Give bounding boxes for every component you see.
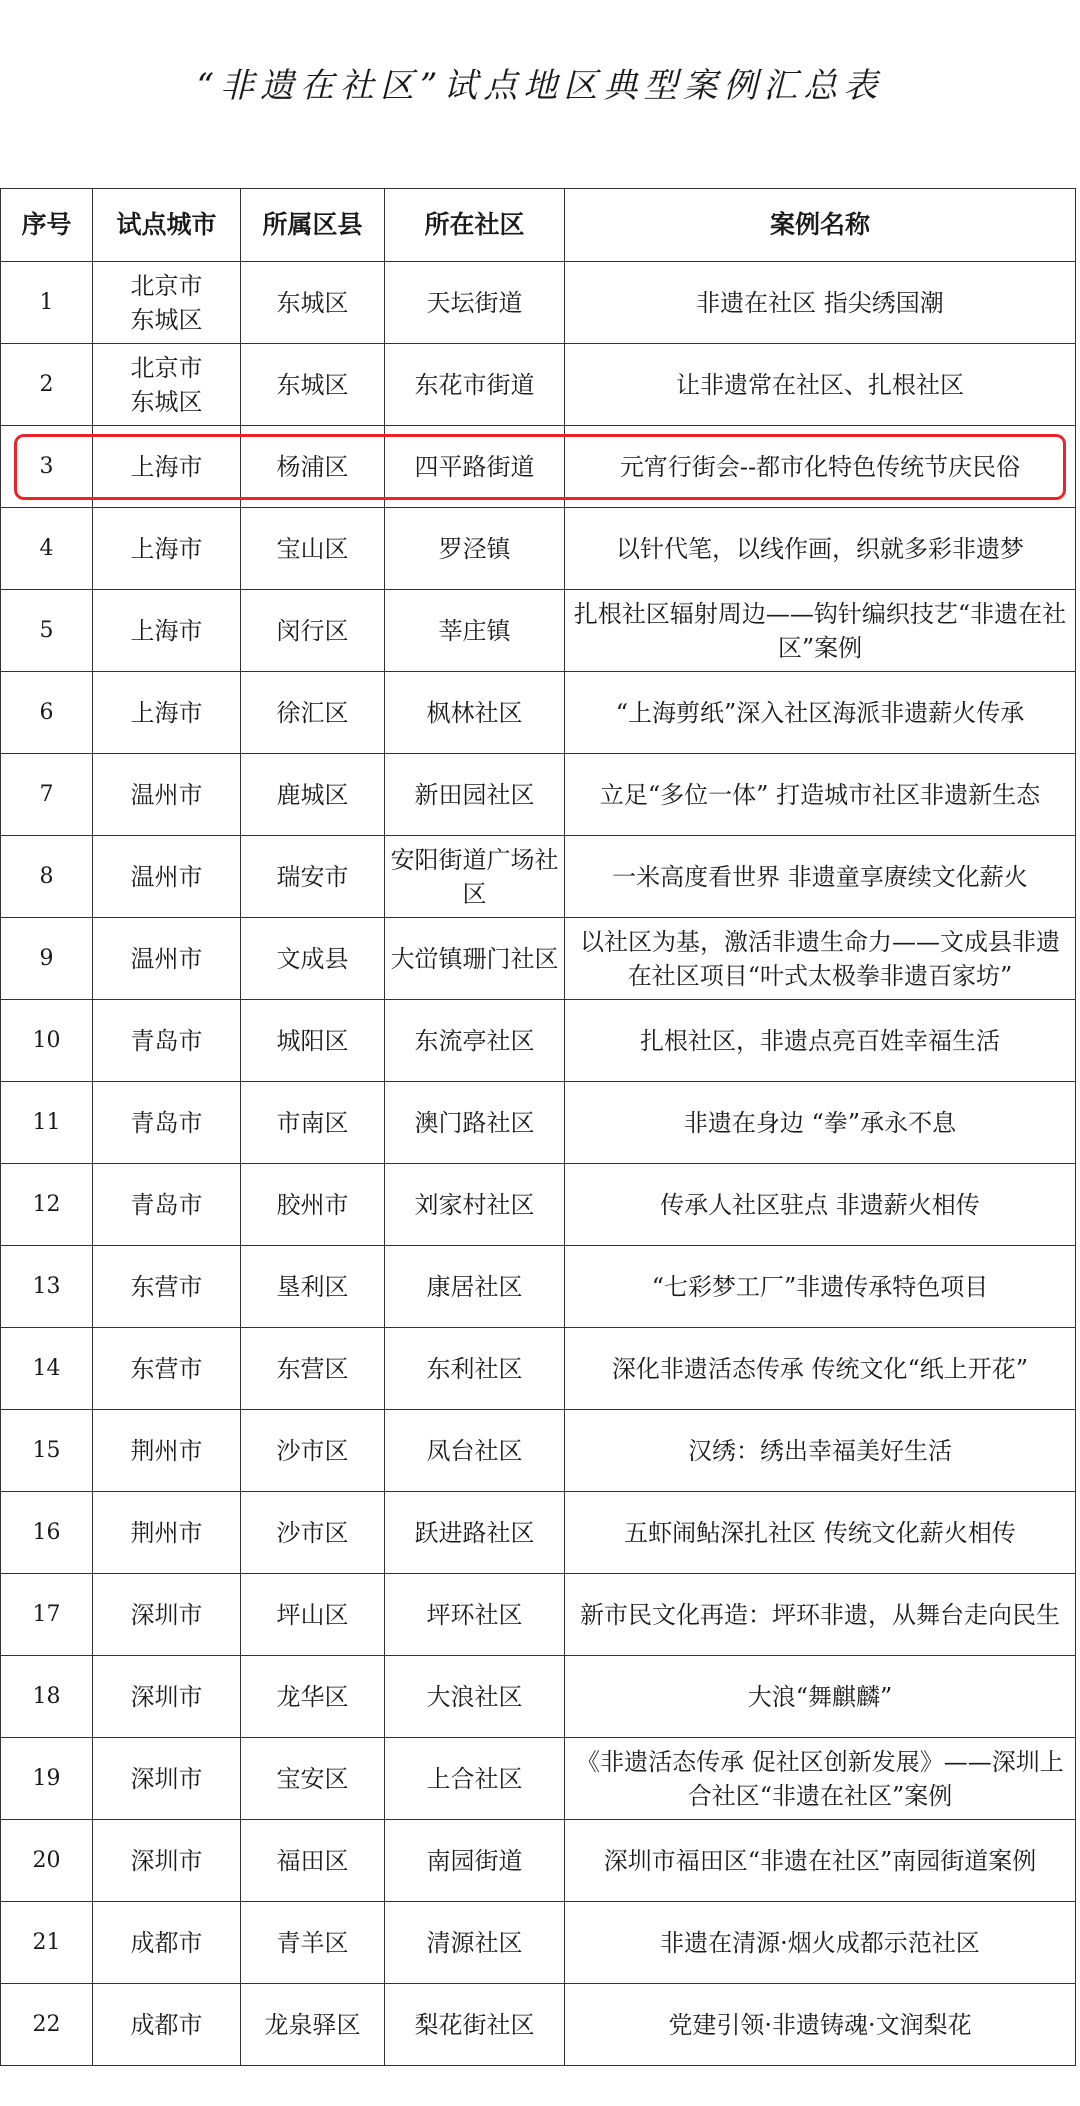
cell-community: 澳门路社区	[385, 1082, 565, 1164]
cell-no: 13	[1, 1246, 93, 1328]
cell-community: 东花市街道	[385, 344, 565, 426]
cell-city: 深圳市	[93, 1820, 241, 1902]
cell-district: 垦利区	[241, 1246, 385, 1328]
cell-community: 新田园社区	[385, 754, 565, 836]
cell-no: 7	[1, 754, 93, 836]
header-community: 所在社区	[385, 189, 565, 262]
cell-community: 东利社区	[385, 1328, 565, 1410]
cell-no: 15	[1, 1410, 93, 1492]
table-row	[1, 918, 1076, 1000]
cell-case-name: 非遗在身边 “拳”承永不息	[565, 1082, 1076, 1164]
cell-no: 5	[1, 590, 93, 672]
cell-case-name: 新市民文化再造：坪环非遗，从舞台走向民生	[565, 1574, 1076, 1656]
cell-community: 梨花街社区	[385, 1984, 565, 2066]
cell-case-name: 党建引领·非遗铸魂·文润梨花	[565, 1984, 1076, 2066]
cell-community: 大峃镇珊门社区	[385, 918, 565, 1000]
cell-city: 荆州市	[93, 1492, 241, 1574]
table-row	[1, 1738, 1076, 1820]
cell-district: 东城区	[241, 344, 385, 426]
cell-no: 18	[1, 1656, 93, 1738]
cell-district: 沙市区	[241, 1492, 385, 1574]
header-district: 所属区县	[241, 189, 385, 262]
table-header-row	[1, 189, 1076, 262]
cell-community: 清源社区	[385, 1902, 565, 1984]
cell-district: 沙市区	[241, 1410, 385, 1492]
cell-no: 14	[1, 1328, 93, 1410]
cell-community: 枫林社区	[385, 672, 565, 754]
cell-no: 9	[1, 918, 93, 1000]
table-row	[1, 1902, 1076, 1984]
table-row	[1, 1984, 1076, 2066]
cell-city: 荆州市	[93, 1410, 241, 1492]
table-row	[1, 1164, 1076, 1246]
cell-city: 青岛市	[93, 1000, 241, 1082]
header-case-name: 案例名称	[565, 189, 1076, 262]
cell-district: 龙泉驿区	[241, 1984, 385, 2066]
table-row	[1, 1574, 1076, 1656]
cell-no: 4	[1, 508, 93, 590]
cell-city: 成都市	[93, 1902, 241, 1984]
cell-community: 天坛街道	[385, 262, 565, 344]
cell-no: 3	[1, 426, 93, 508]
cell-case-name: 立足“多位一体” 打造城市社区非遗新生态	[565, 754, 1076, 836]
cell-no: 11	[1, 1082, 93, 1164]
cell-city: 上海市	[93, 590, 241, 672]
cell-case-name: 扎根社区，非遗点亮百姓幸福生活	[565, 1000, 1076, 1082]
table-row	[1, 754, 1076, 836]
cell-case-name: 汉绣：绣出幸福美好生活	[565, 1410, 1076, 1492]
table-row	[1, 590, 1076, 672]
cell-case-name: 五虾闹鲇深扎社区 传统文化薪火相传	[565, 1492, 1076, 1574]
cell-case-name: “七彩梦工厂”非遗传承特色项目	[565, 1246, 1076, 1328]
cell-district: 瑞安市	[241, 836, 385, 918]
cell-city: 北京市 东城区	[93, 344, 241, 426]
cell-district: 东城区	[241, 262, 385, 344]
cell-district: 宝山区	[241, 508, 385, 590]
cell-district: 徐汇区	[241, 672, 385, 754]
cell-no: 17	[1, 1574, 93, 1656]
cell-no: 16	[1, 1492, 93, 1574]
table-row	[1, 672, 1076, 754]
header-city: 试点城市	[93, 189, 241, 262]
cell-community: 四平路街道	[385, 426, 565, 508]
table-body	[1, 262, 1076, 2066]
cell-city: 北京市 东城区	[93, 262, 241, 344]
cell-community: 康居社区	[385, 1246, 565, 1328]
table-row	[1, 1656, 1076, 1738]
table-row	[1, 1410, 1076, 1492]
table-row	[1, 344, 1076, 426]
cell-district: 福田区	[241, 1820, 385, 1902]
cell-case-name: 深圳市福田区“非遗在社区”南园街道案例	[565, 1820, 1076, 1902]
table-row	[1, 1492, 1076, 1574]
cell-no: 22	[1, 1984, 93, 2066]
cell-city: 深圳市	[93, 1656, 241, 1738]
cell-city: 深圳市	[93, 1574, 241, 1656]
table-row	[1, 1328, 1076, 1410]
header-no: 序号	[1, 189, 93, 262]
cell-city: 东营市	[93, 1328, 241, 1410]
cell-community: 上合社区	[385, 1738, 565, 1820]
cell-case-name: 大浪“舞麒麟”	[565, 1656, 1076, 1738]
cell-case-name: 让非遗常在社区、扎根社区	[565, 344, 1076, 426]
cell-community: 跃进路社区	[385, 1492, 565, 1574]
cell-community: 罗泾镇	[385, 508, 565, 590]
cell-no: 19	[1, 1738, 93, 1820]
cell-case-name: 非遗在清源·烟火成都示范社区	[565, 1902, 1076, 1984]
cell-case-name: “上海剪纸”深入社区海派非遗薪火传承	[565, 672, 1076, 754]
cell-city: 青岛市	[93, 1164, 241, 1246]
table-row	[1, 1246, 1076, 1328]
cell-district: 龙华区	[241, 1656, 385, 1738]
cell-community: 大浪社区	[385, 1656, 565, 1738]
page-title: “非遗在社区”试点地区典型案例汇总表	[196, 66, 884, 106]
table-row	[1, 508, 1076, 590]
cell-city: 青岛市	[93, 1082, 241, 1164]
cell-city: 上海市	[93, 426, 241, 508]
cell-no: 20	[1, 1820, 93, 1902]
cell-district: 城阳区	[241, 1000, 385, 1082]
cell-no: 2	[1, 344, 93, 426]
cell-community: 东流亭社区	[385, 1000, 565, 1082]
cell-no: 6	[1, 672, 93, 754]
cell-city: 成都市	[93, 1984, 241, 2066]
cell-community: 坪环社区	[385, 1574, 565, 1656]
cell-community: 凤台社区	[385, 1410, 565, 1492]
cell-no: 12	[1, 1164, 93, 1246]
cell-district: 文成县	[241, 918, 385, 1000]
cell-district: 胶州市	[241, 1164, 385, 1246]
cell-city: 温州市	[93, 754, 241, 836]
table-row	[1, 836, 1076, 918]
cell-community: 莘庄镇	[385, 590, 565, 672]
cell-community: 刘家村社区	[385, 1164, 565, 1246]
cell-city: 温州市	[93, 918, 241, 1000]
cell-case-name: 《非遗活态传承 促社区创新发展》——深圳上合社区“非遗在社区”案例	[565, 1738, 1076, 1820]
cell-no: 8	[1, 836, 93, 918]
cell-district: 鹿城区	[241, 754, 385, 836]
cell-case-name: 传承人社区驻点 非遗薪火相传	[565, 1164, 1076, 1246]
table-row	[1, 262, 1076, 344]
cell-city: 温州市	[93, 836, 241, 918]
cell-district: 杨浦区	[241, 426, 385, 508]
cell-district: 闵行区	[241, 590, 385, 672]
cell-no: 10	[1, 1000, 93, 1082]
cell-community: 安阳街道广场社区	[385, 836, 565, 918]
table-row	[1, 1082, 1076, 1164]
cell-city: 东营市	[93, 1246, 241, 1328]
cell-district: 宝安区	[241, 1738, 385, 1820]
cell-district: 市南区	[241, 1082, 385, 1164]
cell-district: 东营区	[241, 1328, 385, 1410]
table-row	[1, 1820, 1076, 1902]
cell-case-name: 以社区为基，激活非遗生命力——文成县非遗在社区项目“叶式太极拳非遗百家坊”	[565, 918, 1076, 1000]
cell-case-name: 深化非遗活态传承 传统文化“纸上开花”	[565, 1328, 1076, 1410]
cell-no: 1	[1, 262, 93, 344]
table-row	[1, 1000, 1076, 1082]
cell-district: 坪山区	[241, 1574, 385, 1656]
cell-case-name: 扎根社区辐射周边——钩针编织技艺“非遗在社区”案例	[565, 590, 1076, 672]
cell-case-name: 元宵行街会--都市化特色传统节庆民俗	[565, 426, 1076, 508]
cell-case-name: 非遗在社区 指尖绣国潮	[565, 262, 1076, 344]
cell-case-name: 以针代笔，以线作画，织就多彩非遗梦	[565, 508, 1076, 590]
cell-city: 上海市	[93, 508, 241, 590]
highlight-box	[14, 434, 1066, 500]
cell-no: 21	[1, 1902, 93, 1984]
cell-city: 上海市	[93, 672, 241, 754]
cell-case-name: 一米高度看世界 非遗童享赓续文化薪火	[565, 836, 1076, 918]
cell-community: 南园街道	[385, 1820, 565, 1902]
cell-district: 青羊区	[241, 1902, 385, 1984]
cell-city: 深圳市	[93, 1738, 241, 1820]
